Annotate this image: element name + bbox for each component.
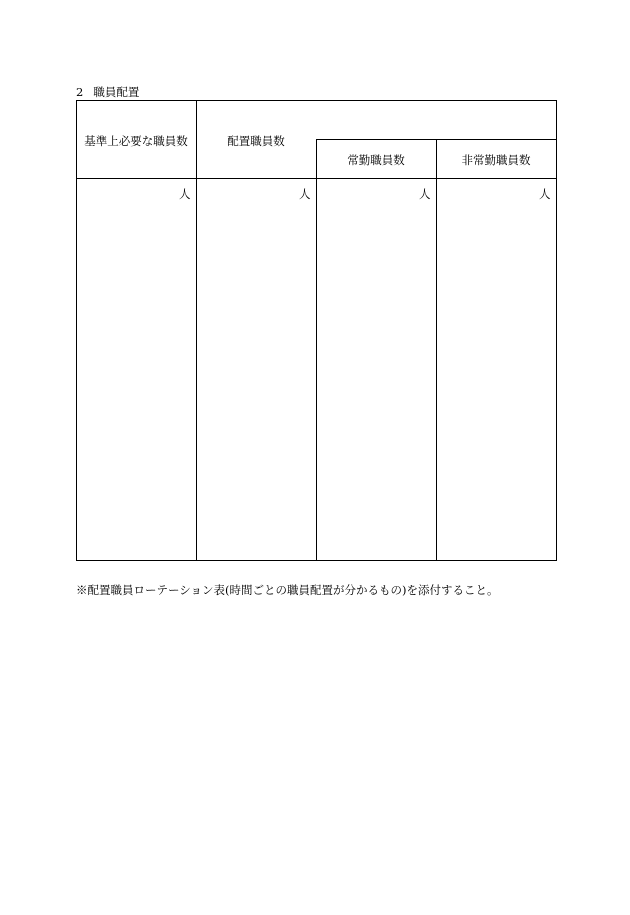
- section-heading: [76, 84, 139, 100]
- column-divider-1: [196, 100, 197, 561]
- staff-allocation-table: [76, 100, 556, 561]
- unit-required-staff: 人: [179, 187, 191, 201]
- table-border-right: [556, 100, 557, 561]
- header-required-staff: 基準上必要な職員数: [84, 134, 188, 148]
- header-full-time-staff: 常勤職員数: [347, 153, 405, 167]
- attachment-note: ※配置職員ローテーション表(時間ごとの職員配置が分かるもの)を添付すること。: [76, 583, 499, 597]
- table-border-left: [76, 100, 77, 561]
- column-divider-3: [436, 139, 437, 561]
- header-assigned-staff: 配置職員数: [227, 134, 285, 148]
- table-border-top: [76, 100, 557, 101]
- header-part-time-staff: 非常勤職員数: [461, 153, 531, 167]
- unit-part-time-staff: 人: [539, 187, 551, 201]
- unit-full-time-staff: 人: [419, 187, 431, 201]
- section-title: 職員配置: [93, 85, 140, 99]
- unit-assigned-staff: 人: [299, 187, 311, 201]
- section-number: 2: [76, 85, 84, 99]
- column-divider-2: [316, 139, 317, 561]
